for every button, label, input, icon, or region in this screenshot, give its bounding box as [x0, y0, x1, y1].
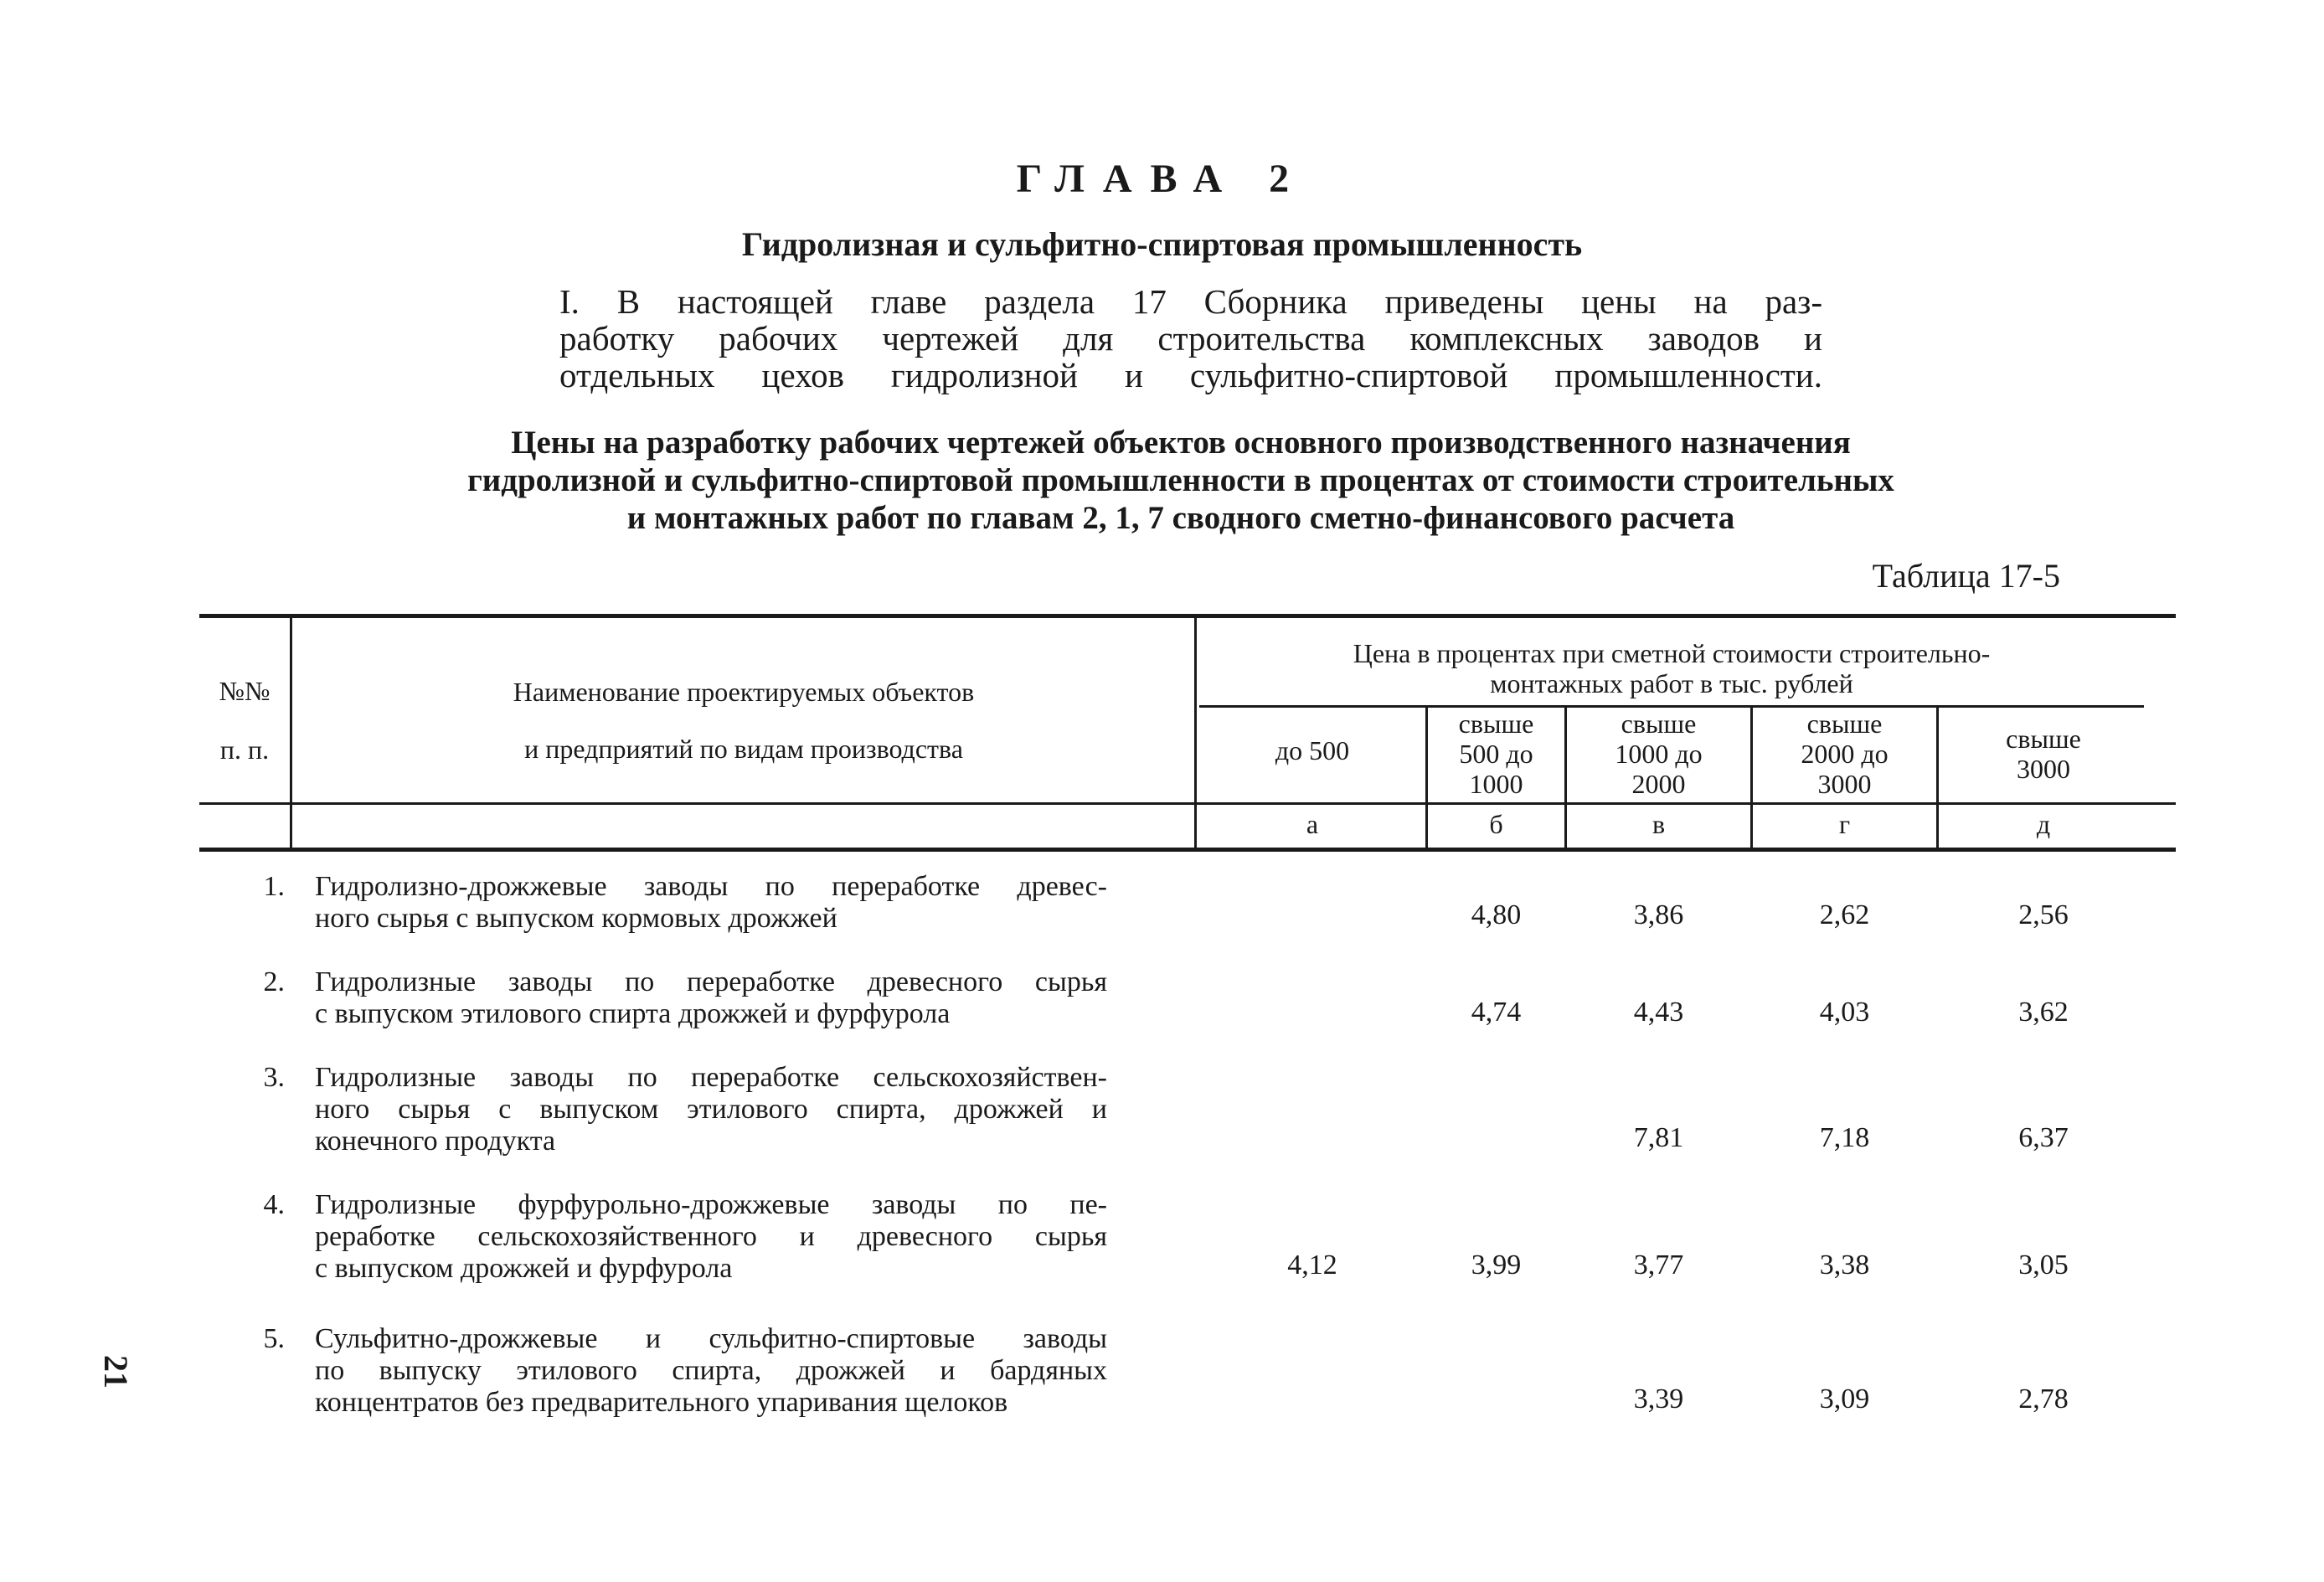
row-number: 1.	[263, 871, 285, 902]
header-price-col-b	[1428, 709, 1564, 799]
cell-value: 4,03	[1819, 997, 1870, 1028]
col-letter: г	[1838, 809, 1851, 839]
cell-value: 6,37	[2018, 1122, 2069, 1153]
description-line: Гидролизные заводы по переработке древесного сырья	[315, 966, 1107, 997]
cell-value: 3,39	[1633, 1384, 1684, 1415]
table-caption	[318, 424, 2043, 537]
cell-value: 3,99	[1471, 1250, 1522, 1281]
description-line: конечного продукта	[315, 1126, 556, 1157]
header-text: 500 до	[1459, 739, 1533, 769]
header-text: 3000	[2017, 754, 2070, 784]
cell-value: 2,56	[2018, 899, 2069, 930]
header-price-col-d	[1753, 709, 1936, 799]
header-text: 3000	[1817, 769, 1872, 799]
caption-line: и монтажных работ по главам 2, 1, 7 сводного сметно-финансового расчета	[626, 500, 1735, 536]
cell-value: 3,86	[1633, 899, 1684, 930]
row-description	[315, 1323, 1107, 1419]
description-line: ного сырья с выпуском этилового спирта, дрожжей и	[315, 1094, 1107, 1125]
description-line: концентратов без предварительного упаривания щелоков	[315, 1387, 1008, 1418]
column-divider	[1194, 618, 1197, 849]
header-text: свыше	[1806, 709, 1883, 739]
header-text: 2000	[1631, 769, 1686, 799]
price-group-rule	[1199, 705, 2144, 708]
cell-value: 3,09	[1819, 1384, 1870, 1415]
row-number: 3.	[263, 1062, 285, 1093]
description-line: по выпуску этилового спирта, дрожжей и бардяных	[315, 1355, 1107, 1386]
cell-value: 3,62	[2018, 997, 2069, 1028]
header-price-col-c	[1567, 709, 1750, 799]
col-letter: в	[1652, 809, 1666, 839]
cell-value: 3,38	[1819, 1250, 1870, 1281]
header-text: свыше	[1621, 709, 1697, 739]
description-line: с выпуском этилового спирта дрожжей и фурфурола	[315, 998, 951, 1029]
intro-line: работку рабочих чертежей для строительства комплексных заводов и	[559, 319, 1822, 358]
cell-value: 4,80	[1471, 899, 1522, 930]
description-line: Гидролизно-дрожжевые заводы по переработке древес-	[315, 871, 1107, 902]
row-description	[315, 966, 1107, 1030]
col-letter: а	[1306, 809, 1319, 839]
column-divider	[290, 618, 292, 849]
chapter-heading: ГЛАВА 2	[1016, 157, 1308, 201]
header-text: п. п.	[219, 734, 270, 765]
row-number: 4.	[263, 1189, 285, 1220]
cell-value: 3,05	[2018, 1250, 2069, 1281]
row-description	[315, 871, 1107, 935]
row-description	[315, 1062, 1107, 1157]
col-letter: б	[1489, 809, 1503, 839]
cell-value: 4,43	[1633, 997, 1684, 1028]
intro-line: I. В настоящей главе раздела 17 Сборника приведены цены на раз-	[559, 282, 1822, 321]
row-number: 5.	[263, 1323, 285, 1354]
letter-row-rule	[199, 848, 2176, 852]
header-text: монтажных работ в тыс. рублей	[1490, 668, 1853, 698]
caption-line: Цены на разработку рабочих чертежей объектов основного производственного назначения	[511, 425, 1851, 461]
cell-value: 4,74	[1471, 997, 1522, 1028]
row-description	[315, 1189, 1107, 1285]
cell-value: 4,12	[1287, 1250, 1337, 1281]
header-text: свыше	[1458, 709, 1534, 739]
description-line: реработке сельскохозяйственного и древесного сырья	[315, 1221, 1107, 1252]
cell-value: 2,78	[2018, 1384, 2069, 1415]
cell-value: 7,18	[1819, 1122, 1870, 1153]
row-number: 2.	[263, 966, 285, 997]
header-price-col-e	[1939, 724, 2148, 784]
col-letter: д	[2036, 809, 2051, 839]
header-name-col	[293, 663, 1194, 777]
header-text: и предприятий по видам производства	[524, 734, 963, 764]
page-number: 21	[97, 1355, 135, 1389]
description-line: ного сырья с выпуском кормовых дрожжей	[315, 903, 837, 934]
header-text: свыше	[2006, 724, 2081, 754]
cell-value: 7,81	[1633, 1122, 1684, 1153]
description-line: Гидролизные заводы по переработке сельскохозяйствен-	[315, 1062, 1107, 1093]
description-line: Гидролизные фурфурольно-дрожжевые заводы по пе-	[315, 1189, 1107, 1220]
header-text: Цена в процентах при сметной стоимости строительно-	[1353, 638, 1991, 668]
header-text: до 500	[1275, 735, 1350, 765]
header-bottom-rule	[199, 802, 2176, 805]
cell-value: 2,62	[1819, 899, 1870, 930]
header-num-col	[199, 662, 290, 779]
description-line: с выпуском дрожжей и фурфурола	[315, 1253, 733, 1284]
header-text: 1000 до	[1615, 739, 1703, 769]
header-price-col-a	[1199, 735, 1425, 765]
header-price-group	[1199, 638, 2144, 698]
header-text: Наименование проектируемых объектов	[513, 677, 975, 707]
header-text: 2000 до	[1801, 739, 1889, 769]
description-line: Сульфитно-дрожжевые и сульфитно-спиртовые заводы	[315, 1323, 1107, 1354]
header-text: №№	[219, 676, 271, 706]
intro-line: отдельных цехов гидролизной и сульфитно-спиртовой промышленности.	[559, 356, 1822, 394]
intro-paragraph	[559, 283, 1822, 394]
cell-value: 3,77	[1633, 1250, 1684, 1281]
table-top-rule	[199, 614, 2176, 618]
caption-line: гидролизной и сульфитно-спиртовой промышленности в процентах от стоимости строительных	[467, 462, 1894, 498]
table-number: Таблица 17-5	[1872, 557, 2060, 595]
header-text: 1000	[1469, 769, 1523, 799]
chapter-subtitle: Гидролизная и сульфитно-спиртовая промышленность	[741, 225, 1583, 263]
